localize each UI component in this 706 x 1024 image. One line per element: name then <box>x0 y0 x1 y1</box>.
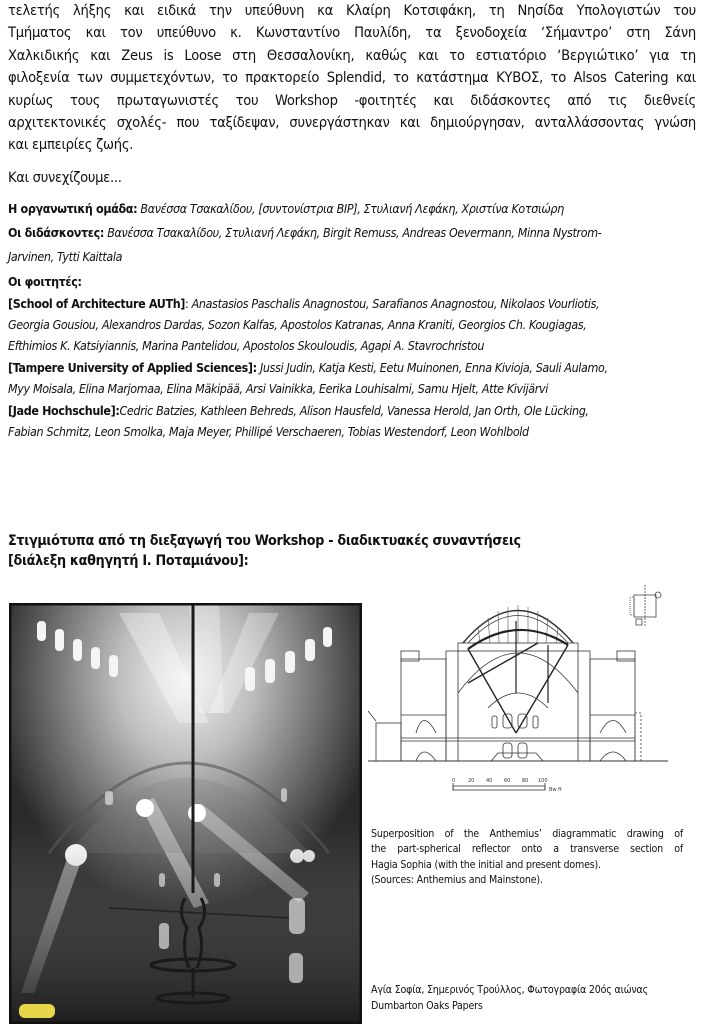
caption-line: Αγία Σοφία, Σημερινός Τρούλλος, Φωτογραφία 20ός αιώνας <box>371 984 648 996</box>
paragraph-line: Τμήματος και τον υπεύθυνο κ. Κωνσταντίνο Παυλίδη, τα ξενοδοχεία ‘Σήμαντρο’ στη Σάνη <box>8 24 696 42</box>
students-label <box>8 271 698 292</box>
scale-tick: 80 <box>522 778 529 784</box>
scale-unit: Bw ft <box>549 787 562 793</box>
caption-line: (Sources: Anthemius and Mainstone). <box>371 874 543 887</box>
floor-plan-inset <box>630 585 661 627</box>
school-label: [Tampere University of Applied Sciences]: <box>8 360 257 375</box>
student-names: Cedric Batzies, Kathleen Behreds, Alison Hausfeld, Vanessa Herold, Jan Orth, Ole Lücking, <box>119 403 589 418</box>
scale-tick: 100 <box>538 778 548 784</box>
teachers-label: Οι διδάσκοντες: <box>8 225 105 240</box>
drawing-image <box>368 583 668 803</box>
students-heading: Οι φοιτητές: <box>8 274 82 289</box>
organizing-team <box>8 198 698 219</box>
section-heading <box>8 531 521 571</box>
teachers-names: Βανέσσα Τσακαλίδου, Στυλιανή Λεφάκη, Birgit Remuss, Andreas Oevermann, Minna Nystrom- <box>104 225 602 240</box>
teachers <box>8 222 698 243</box>
continue-text: Και συνεχίζουμε... <box>8 169 122 186</box>
student-names: Efthimios K. Katsiyiannis, Marina Pantelidou, Apostolos Skouloudis, Agapi A. Stavrochristou <box>8 338 485 353</box>
student-names: Jussi Judin, Katja Kesti, Eetu Muinonen, Enna Kivioja, Sauli Aulamo, <box>256 360 608 375</box>
scale-tick: 60 <box>504 778 511 784</box>
paragraph-line: αρχιτεκτονικές σχολές- που ταξίδεψαν, συνεργάστηκαν και δημιούργησαν, ανταλλάσσοντας γνώση <box>8 114 696 132</box>
paragraph-line: και εμπειρίες ζωής. <box>8 136 134 154</box>
paragraph-line: φιλοξενία των συμμετεχόντων, το πρακτορείο Splendid, το κατάστημα ΚΥΒΟΣ, το Alsos Catering και <box>8 69 696 87</box>
organizing-team-names: Βανέσσα Τσακαλίδου, [συντονίστρια BIP], Στυλιανή Λεφάκη, Χριστίνα Κοτσιώρη <box>137 201 564 216</box>
school-tampere <box>8 357 698 399</box>
caption-line: the part-spherical reflector onto a transverse section of <box>371 843 683 856</box>
caption-line: Dumbarton Oaks Papers <box>371 1000 483 1012</box>
section-drawing <box>368 583 668 803</box>
heading-line: [διάλεξη καθηγητή Ι. Ποταμιάνου]: <box>8 553 249 569</box>
paragraph-line: τελετής λήξης και ειδικά την υπεύθυνη κα Κλαίρη Κοτσιφάκη, τη Νησίδα Υπολογιστών του <box>8 2 696 19</box>
intro-paragraph <box>8 0 696 157</box>
scale-tick: 0 <box>452 778 456 784</box>
organizing-team-label: Η οργανωτική ομάδα: <box>8 201 138 216</box>
paragraph-line: κυρίως τους πρωταγωνιστές του Workshop -φοιτητές και διδάσκοντες από τις διεθνείς <box>8 91 696 109</box>
school-auth <box>8 293 698 356</box>
hagia-sophia-photo <box>9 603 362 1024</box>
scale-tick: 20 <box>468 778 475 784</box>
separator: : <box>185 296 189 311</box>
teachers-continued <box>8 246 698 267</box>
heading-line: Στιγμιότυπα από τη διεξαγωγή του Workshop - διαδικτυακές συναντήσεις <box>8 533 521 549</box>
scale-tick: 40 <box>486 778 493 784</box>
school-jade <box>8 400 698 442</box>
catalogue-sticker <box>19 1004 55 1018</box>
student-names: Myy Moisala, Elina Marjomaa, Elina Mäkipää, Arsi Vainikka, Eerika Louhisalmi, Samu Hjelt, Atte Kivijärvi <box>8 381 548 396</box>
drawing-caption <box>371 827 683 889</box>
caption-line: Hagia Sophia (with the initial and present domes). <box>371 858 601 871</box>
photo-image <box>9 603 362 1024</box>
photo-caption <box>371 982 691 1014</box>
caption-line: Superposition of the Anthemius’ diagrammatic drawing of <box>371 828 683 840</box>
student-names: Fabian Schmitz, Leon Smolka, Maja Meyer, Phillipé Verschaeren, Tobias Westendorf, Leon Wohlbold <box>8 424 529 439</box>
student-names: Anastasios Paschalis Anagnostou, Sarafianos Anagnostou, Nikolaos Vourliotis, <box>188 296 600 311</box>
student-names: Georgia Gousiou, Alexandros Dardas, Sozon Kalfas, Apostolos Katranas, Anna Kraniti, Georgios Ch. Kougiagas, <box>8 317 587 332</box>
school-label: [Jade Hochschule]: <box>8 403 120 418</box>
school-label: [School of Architecture AUTh] <box>8 296 186 311</box>
paragraph-line: Χαλκιδικής και Zeus is Loose στη Θεσσαλονίκη, καθώς και το εστιατόριο ‘Βεργιώτικο’ για τη <box>8 46 696 64</box>
teachers-names: Jarvinen, Tytti Kaittala <box>8 249 123 264</box>
